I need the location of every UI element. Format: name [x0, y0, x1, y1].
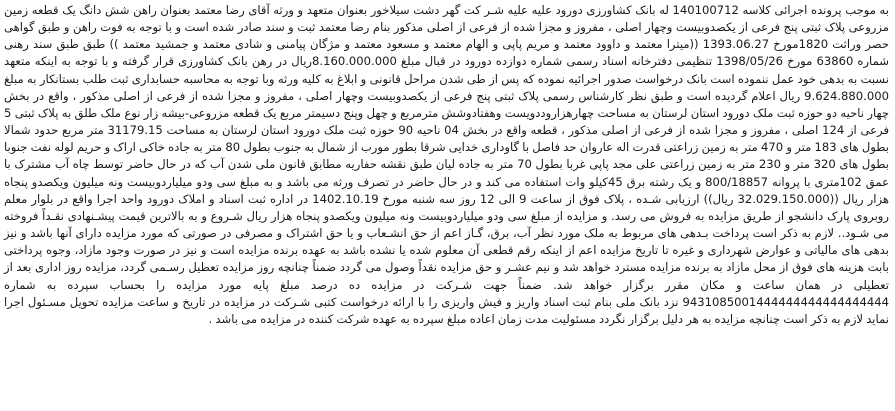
- auction-notice-text: به موجب پرونده اجرائی کلاسه 140100712 له بانک کشاورزی دورود علیه علیه شـر کت گهر دشت سیلاخور بعنوان متعهد و ورثه آقای رضا معتمد بعنوان راهن شش دانگ یک قطعه زمین مزروعی پلاک ثبتی پنج فرعی از یکصدوبیست وچهار اصلی ، مفروز و مجزا شده از فرعی از اصلی مذکور بنام رضا معتمد ثبت و سند صادر شده است و با توجه به فوت راهن و طبق گواهی حصر وراثت 1820مورخ 1393.06.27 ((میترا معتمد و داوود معتمد و مریم پاپی و الهام معتمد و مسعود معتمد و مژگان پیامنی و شادی معتمد و جمشید معتمد )) طبق طبق سند رهنی شماره 63860 مورخ 1398/05/26 تنظیمی دفترخانه اسناد رسمی شماره دوازده دورود در قبال مبلغ 8.160.000.000ریال در رهن بانک کشاورزی قرار گرفته و با توجه به اینکه متعهد نسبت به بدهی خود عمل ننموده است بانک درخواست صدور اجرائیه نموده که پس از طی شدن مراحل قانونی و ابلاغ به کلیه ورثه وبا توجه به محاسبه حسابداری ثبت طلب بستانکار به مبلغ 9.624.880.000 ریال اعلام گردیده است و طبق نظر کارشناس رسمی پلاک ثبتی پنج فرعی از یکصدوبیست وچهار اصلی ، مفروز و مجزا شده از فرعی از اصلی مذکور ، واقع در بخش چهار ناحیه دو حوزه ثبت ملک دورود استان لرستان به مساحت چهارهزاروددویست وهفتادوشش مترمربع و چهل وپنج دسیمتر مربع یک قطعه مزروعی-بیشه زار نوع ملک طلق به پلاک ثبتی 5 فرعی از 124 اصلی ، مفروز و مجزا شده از فرعی از اصلی مذکور ، قطعه واقع در بخش 04 ناحیه 90 حوزه ثبت ملک دورود استان لرستان به مساحت 31179.15 متر مربع حدود شمالا بطول های 183 متر و 470 متر به زمین زراعتی قدرت اله عاروان حد فاصل با گاوداری خدایی شرقا بطور مورب از شمال به جنوب بطول 80 متر به جاده خاکی اراک و حریم لوله نفت جنوبا بطول های 320 متر و 230 متر به زمین زراعتی علی مجد پاپی غربا بطول 70 متر به جاده لیان طبق نقشه حفاریه مطابق قانون ملی شدن آب که در حال حاضر توسط چاه آب مشترک با عمق 102متری با پروانه 800/18857 و یک رشته برق 45کیلو وات استفاده می کند و در حال حاضر در تصرف ورثه می باشد و به مبلغ سی ودو میلیاردوبیست ونه میلیون ویکصدو پنجاه هزار ریال ((32.029.150.000 ریال)) ارزیابی شـده ، پلاک فوق از ساعت 9 الی 12 روز سه شنبه مورخ 1402.10.19 در اداره ثبت اسناد و املاک دورود واحد اجرا واقع در بلوار معلم روبروی پارک دانشجو از طریق مزایده به فروش می رسد. و مزایده از مبلغ سی ودو میلیاردوبیست ونه میلیون ویکصدو پنجاه هزار ریال شـروع و به بالاترین قیمت پیشـنهادی نقـداً فروخته می شـود.. لازم به ذکر است پرداخت بـدهی های مربوط به ملک مورد نظر آب، برق، گـاز اعم از حق انشـعاب و یا حق اشتراک و مصرفی در صورتی که مورد مزایده دارای آنها باشد و نیز بدهی های مالیاتی و عوارض شهرداری و غیره تا تاریخ مزایده اعم از اینکه رقم قطعی آن معلوم شده یا نشده باشد به عهده برنده مزایده است و نیز در صورت وجود مازاد، وجوه پرداختی بابت هزینه های فوق از محل مازاد به برنده مزایده مسترد خواهد شد و نیم عشـر و حق مزایده نقداً وصول می گردد ضمناً چنانچه روز مزایده تعطیل رسـمی گردد، مزایده روز اداری بعد از تعطیلی در همان ساعت و مکان مقرر برگزار خواهد شد. ضمناً جهت شـرکت در مزایده ده درصد مبلغ پایه مورد مزایده را بحساب سپرده به شماره 9431085001444444444444444444 نزد بانک ملی بنام ثبت اسناد واریز و فیش واریزی را با ارائه درخواست کتبی شـرکت در مزایده در تاریخ و ساعت مزایده تحویل مسـئول اجرا نماید لازم به ذکر است چنانچه مزایده به هر دلیل برگزار نگردد مسئولیت مدت زمان اعاده مبلغ سپرده به عهده شرکت کننده در مزایده می باشد .: [4, 3, 890, 326]
